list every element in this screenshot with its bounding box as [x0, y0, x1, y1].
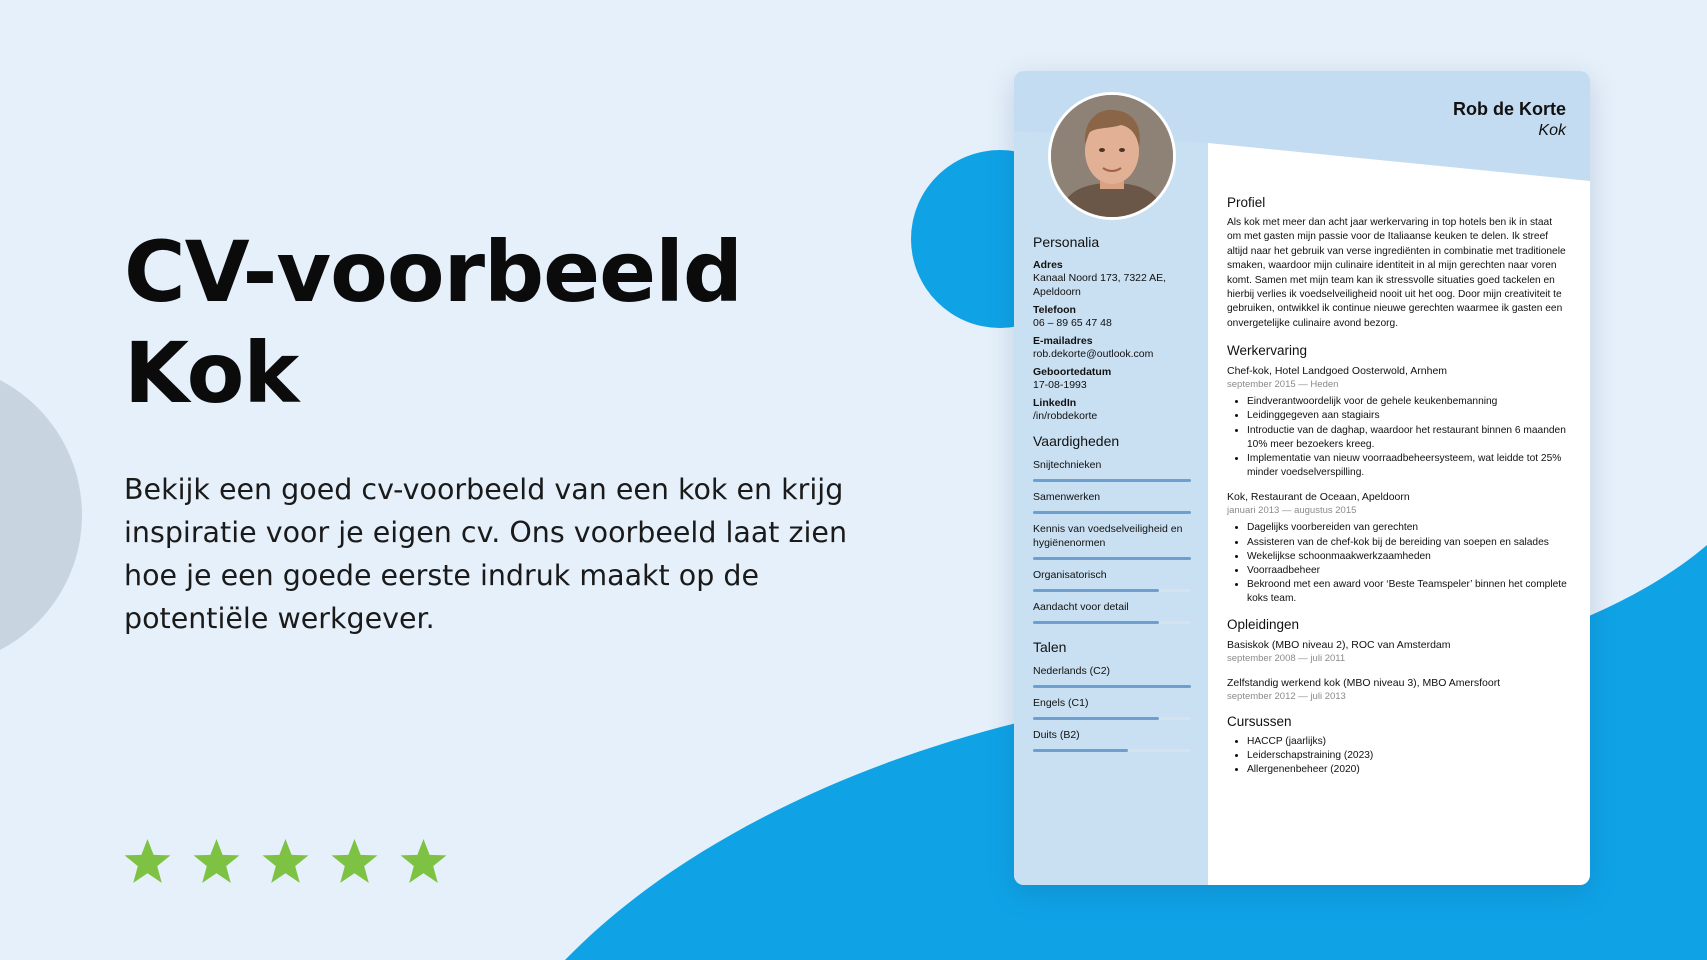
intro-text: Bekijk een goed cv-voorbeeld van een kok en krijg inspiratie voor je eigen cv. Ons voorbeeld laat zien hoe je een goede eerste indruk maakt op de potentiële werkgever.: [124, 473, 848, 635]
skill-label: Aandacht voor detail: [1033, 601, 1129, 613]
cv-sidebar-content: [1033, 234, 1191, 760]
skill-label: Snijtechnieken: [1033, 459, 1102, 471]
language-label: Duits (B2): [1033, 729, 1080, 741]
personalia-value: 17-08-1993: [1033, 379, 1087, 391]
profile-heading: Profiel: [1227, 195, 1266, 210]
cv-role: Kok: [1538, 122, 1566, 139]
education-entry: [1227, 638, 1567, 666]
job-bullet: • Dagelijks voorbereiden van gerechten: [1247, 521, 1567, 535]
skill-bar-fill: [1033, 479, 1191, 482]
language-bar-track: [1033, 717, 1191, 720]
cv-preview-card[interactable]: [1014, 71, 1590, 885]
personalia-item: [1033, 304, 1191, 330]
skills-heading: Vaardigheden: [1033, 433, 1120, 449]
page-headline: [124, 222, 742, 424]
education-heading: Opleidingen: [1227, 616, 1300, 632]
grey-circle-shape: [0, 363, 82, 667]
course-list: [1227, 735, 1567, 778]
star-icon: [122, 836, 173, 887]
skill-bar-fill: [1033, 621, 1159, 624]
portrait-photo: [1048, 92, 1176, 220]
job-bullet: • Assisteren van de chef-kok bij de bereiding van soepen en salades: [1247, 536, 1567, 550]
job-bullet: • Introductie van de daghap, waardoor het restaurant binnen 6 maanden 10% meer bezoekers kreeg.: [1247, 424, 1567, 452]
skill-item: [1033, 458, 1191, 482]
job-bullet: • Voorraadbeheer: [1247, 564, 1567, 578]
course-item: • Leiderschapstraining (2023): [1247, 749, 1567, 763]
skill-item: [1033, 522, 1191, 560]
star-icon: [191, 836, 242, 887]
experience-heading: Werkervaring: [1227, 343, 1308, 359]
job-date: september 2015 — Heden: [1227, 379, 1339, 391]
skill-item: [1033, 600, 1191, 624]
cv-main-content: [1227, 195, 1567, 787]
skill-bar-fill: [1033, 511, 1191, 514]
language-bar-track: [1033, 685, 1191, 688]
language-label: Nederlands (C2): [1033, 665, 1111, 677]
education-title: Basiskok (MBO niveau 2), ROC van Amsterdam: [1227, 638, 1451, 651]
skill-bar-track: [1033, 479, 1191, 482]
course-item: • HACCP (jaarlijks): [1247, 735, 1567, 749]
job-bullet: • Leidinggegeven aan stagiairs: [1247, 409, 1567, 423]
personalia-item: [1033, 259, 1191, 299]
personalia-label: Adres: [1033, 259, 1063, 271]
star-icon: [398, 836, 449, 887]
education-entry: [1227, 676, 1567, 704]
job-entry: [1227, 490, 1567, 606]
job-title: Chef-kok, Hotel Landgoed Oosterwold, Arnhem: [1227, 365, 1448, 378]
personalia-label: LinkedIn: [1033, 397, 1077, 409]
headline-line-2: Kok: [124, 324, 299, 422]
skill-bar-track: [1033, 557, 1191, 560]
language-label: Engels (C1): [1033, 697, 1089, 709]
personalia-heading: Personalia: [1033, 234, 1100, 250]
star-icon: [260, 836, 311, 887]
job-bullet: • Wekelijkse schoonmaakwerkzaamheden: [1247, 550, 1567, 564]
job-title: Kok, Restaurant de Oceaan, Apeldoorn: [1227, 491, 1410, 504]
star-icon: [329, 836, 380, 887]
job-bullets: [1227, 521, 1567, 606]
skill-bar-fill: [1033, 589, 1159, 592]
language-item: [1033, 728, 1191, 752]
language-bar-fill: [1033, 685, 1191, 688]
personalia-label: Geboortedatum: [1033, 366, 1112, 378]
courses-heading: Cursussen: [1227, 713, 1292, 729]
personalia-value: Kanaal Noord 173, 7322 AE, Apeldoorn: [1033, 272, 1167, 298]
skill-label: Kennis van voedselveiligheid en hygiënenormen: [1033, 523, 1183, 549]
cv-name: Rob de Korte: [1452, 99, 1566, 119]
headline-line-1: CV-voorbeeld: [124, 223, 742, 321]
skill-bar-track: [1033, 589, 1191, 592]
personalia-label: Telefoon: [1033, 304, 1076, 316]
job-bullets: [1227, 395, 1567, 480]
personalia-value: rob.dekorte@outlook.com: [1033, 348, 1154, 360]
language-item: [1033, 664, 1191, 688]
star-rating: [122, 836, 449, 887]
personalia-value: /in/robdekorte: [1033, 410, 1098, 422]
language-bar-track: [1033, 749, 1191, 752]
personalia-value: 06 – 89 65 47 48: [1033, 317, 1112, 329]
education-date: september 2012 — juli 2013: [1227, 690, 1346, 702]
job-bullet: • Bekroond met een award voor ‘Beste Teamspeler’ binnen het complete koks team.: [1247, 578, 1567, 606]
personalia-item: [1033, 335, 1191, 361]
course-item: • Allergenenbeheer (2020): [1247, 763, 1567, 777]
skill-bar-fill: [1033, 557, 1191, 560]
skill-label: Samenwerken: [1033, 491, 1101, 503]
language-bar-fill: [1033, 717, 1159, 720]
personalia-label: E-mailadres: [1033, 335, 1093, 347]
language-item: [1033, 696, 1191, 720]
profile-text: Als kok met meer dan acht jaar werkervaring in top hotels ben ik in staat om met gasten mijn passie voor de Italiaanse keuken te delen. Ik streef altijd naar het gebruik van verse ingrediënten in combinatie met traditionele smaken, waardoor mijn culinaire identiteit in al mijn gerechten naar voren komt. Samen met mijn team kan ik stressvolle situaties goed tackelen en hierbij verlies ik voedselveiligheid nooit uit het oog. Door mijn creativiteit te gebruiken, ontwikkel ik continue nieuwe gerechten waarmee ik gasten een onvergetelijke culinaire avond bezorg.: [1227, 217, 1566, 329]
job-date: januari 2013 — augustus 2015: [1227, 505, 1357, 517]
skill-bar-track: [1033, 621, 1191, 624]
skill-label: Organisatorisch: [1033, 569, 1107, 581]
job-bullet: • Implementatie van nieuw voorraadbeheersysteem, wat leidde tot 25% minder voedselverspilling.: [1247, 452, 1567, 480]
education-date: september 2008 — juli 2011: [1227, 652, 1346, 664]
skill-item: [1033, 490, 1191, 514]
job-entry: [1227, 364, 1567, 480]
language-bar-fill: [1033, 749, 1128, 752]
personalia-item: [1033, 397, 1191, 423]
skill-bar-track: [1033, 511, 1191, 514]
languages-heading: Talen: [1033, 639, 1067, 655]
personalia-item: [1033, 366, 1191, 392]
skill-item: [1033, 568, 1191, 592]
job-bullet: • Eindverantwoordelijk voor de gehele keukenbemanning: [1247, 395, 1567, 409]
education-title: Zelfstandig werkend kok (MBO niveau 3), MBO Amersfoort: [1227, 676, 1501, 689]
